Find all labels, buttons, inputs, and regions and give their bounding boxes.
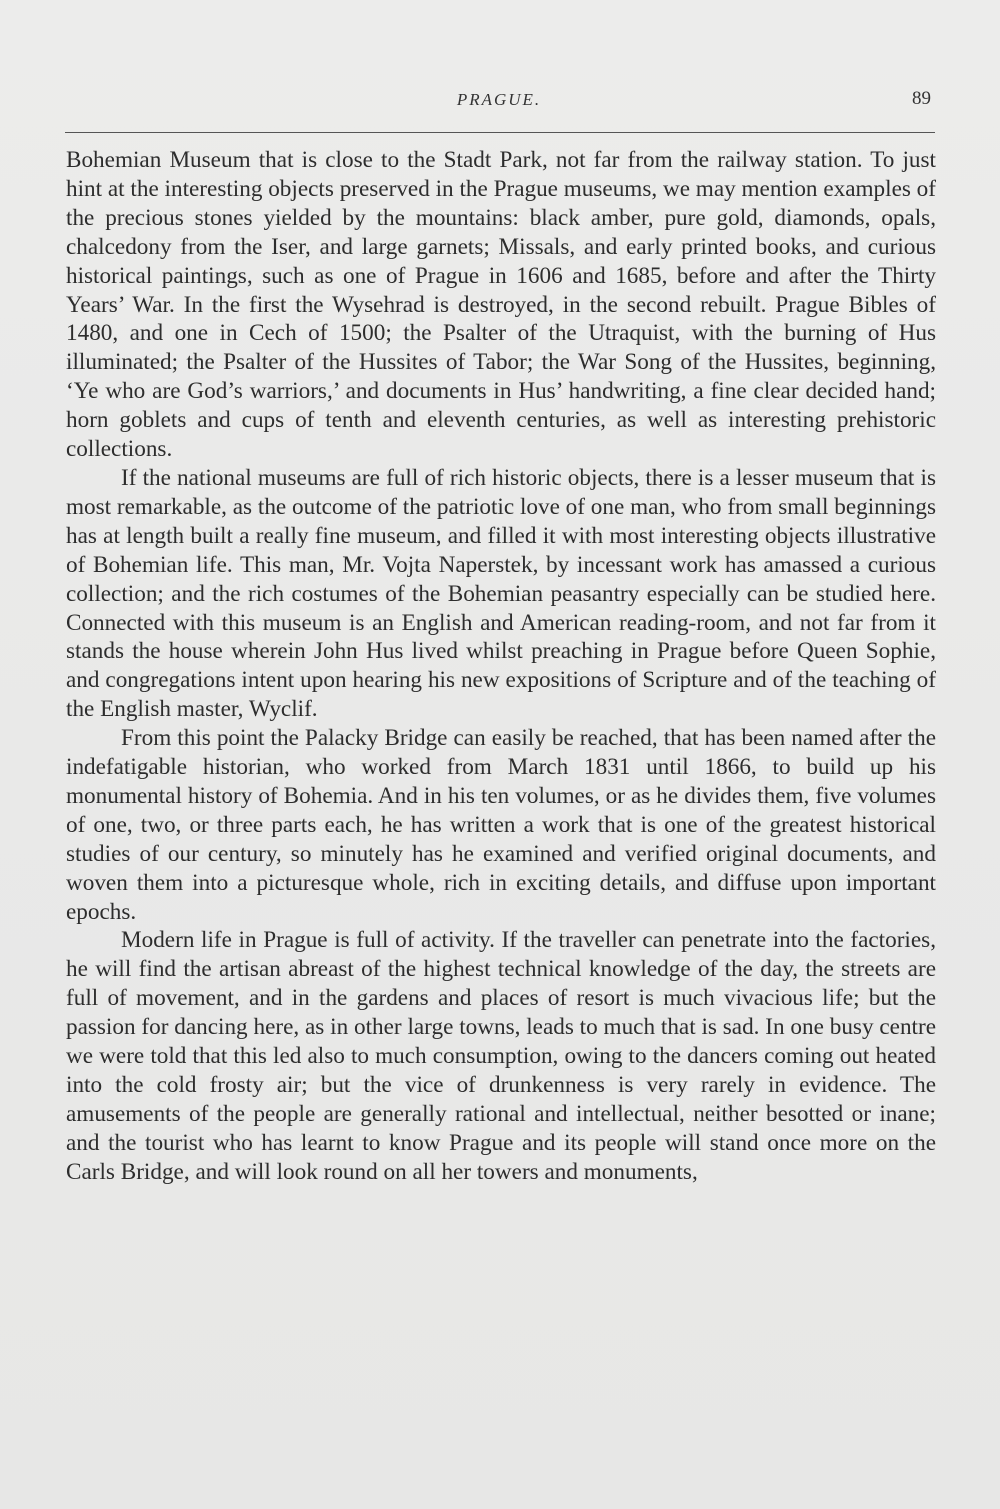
paragraph-2: If the national museums are full of rich historic objects, there is a lesser museum that is most remarkable, as the outcome of the patriotic love of one man, who from small beginnings has at length built a really fine museum, and filled it with most interesting objects illustrative of Bohemian life. This man, Mr. Vojta Naperstek, by incessant work has amassed a curious collection; and the rich costumes of the Bohemian peasantry especially can be studied here. Connected with this museum is an English and American reading-room, and not far from it stands the house wherein John Hus lived whilst preaching in Prague before Queen Sophie, and congregations intent upon hearing his new expositions of Scripture and of the teaching of the English master, Wyclif. xyxy=(66,464,936,723)
page-header xyxy=(65,88,933,118)
paragraph-4: Modern life in Prague is full of activity. If the traveller can penetrate into the factories, he will find the artisan abreast of the highest technical knowledge of the day, the streets are full of movement, and in the gardens and places of resort is much vivacious life; but the passion for dancing here, as in other large towns, leads to much that is sad. In one busy centre we were told that this led also to much consumption, owing to the dancers coming out heated into the cold frosty air; but the vice of drunkenness is very rarely in evidence. The amusements of the people are generally rational and intellectual, neither besotted or inane; and the tourist who has learnt to know Prague and its people will stand once more on the Carls Bridge, and will look round on all her towers and monuments, xyxy=(66,927,936,1185)
running-title: PRAGUE. xyxy=(456,90,542,109)
page-number: 89 xyxy=(912,88,931,109)
paragraph-1: Bohemian Museum that is close to the Stadt Park, not far from the railway station. To just hint at the interesting objects preserved in the Prague museums, we may mention examples of the precious stones yielded by the mountains: black amber, pure gold, diamonds, opals, chalcedony from the Iser, and large garnets; Missals, and early printed books, and curious historical paintings, such as one of Prague in 1606 and 1685, before and after the Thirty Years’ War. In the first the Wysehrad is destroyed, in the second rebuilt. Prague Bibles of 1480, and one in Cech of 1500; the Psalter of the Utraquist, with the burning of Hus illuminated; the Psalter of the Hussites of Tabor; the War Song of the Hussites, beginning, ‘Ye who are God’s warriors,’ and documents in Hus’ handwriting, a fine clear decided hand; horn goblets and cups of tenth and eleventh centuries, as well as interesting prehistoric collections. xyxy=(66,147,936,463)
body-text xyxy=(66,146,936,1187)
header-rule xyxy=(65,132,935,133)
paragraph-3: From this point the Palacky Bridge can easily be reached, that has been named after the indefatigable historian, who worked from March 1831 until 1866, to build up his monumental history of Bohemia. And in his ten volumes, or as he divides them, five volumes of one, two, or three parts each, he has written a work that is one of the greatest historical studies of our century, so minutely has he examined and verified original documents, and woven them into a picturesque whole, rich in exciting details, and diffuse upon important epochs. xyxy=(66,725,936,925)
